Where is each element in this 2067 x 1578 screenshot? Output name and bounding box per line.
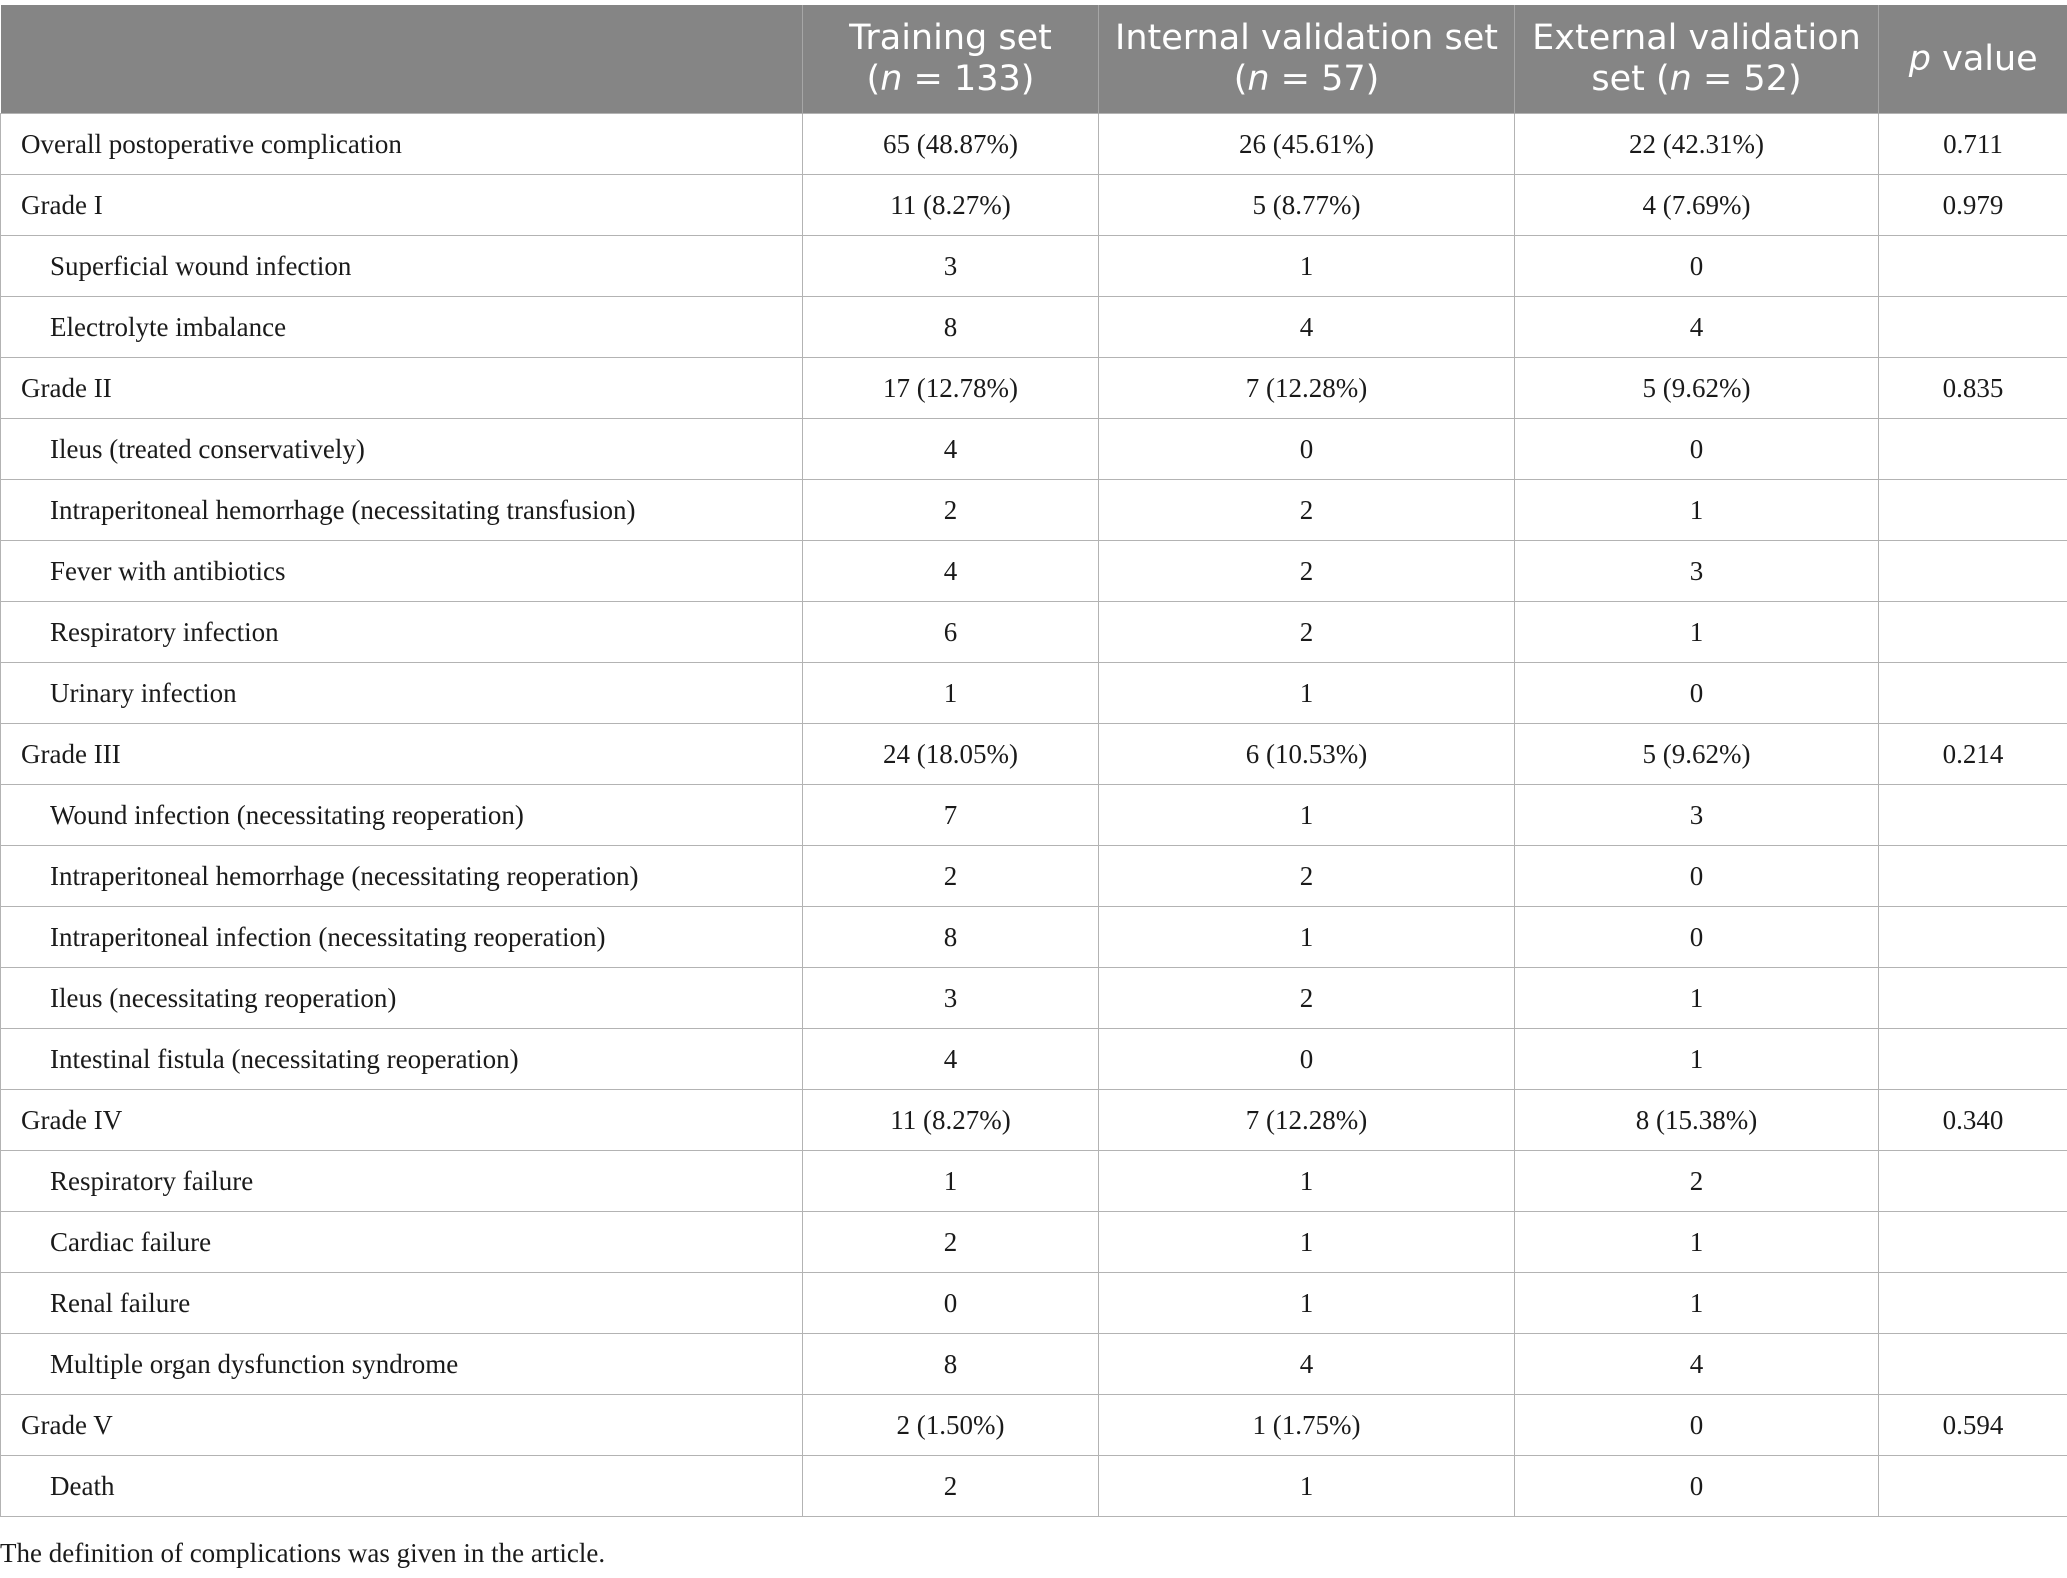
table-row — [1, 1273, 2067, 1334]
cell-internal-validation-set: 2 — [1099, 541, 1515, 602]
cell-training-set: 8 — [803, 297, 1099, 358]
row-label: Ileus (necessitating reoperation) — [1, 968, 803, 1029]
row-label: Fever with antibiotics — [1, 541, 803, 602]
table-row — [1, 968, 2067, 1029]
cell-internal-validation-set: 1 — [1099, 236, 1515, 297]
row-label: Electrolyte imbalance — [1, 297, 803, 358]
header-p-value — [1879, 5, 2067, 114]
table-row — [1, 907, 2067, 968]
cell-internal-validation-set: 6 (10.53%) — [1099, 724, 1515, 785]
row-label: Intestinal fistula (necessitating reoperation) — [1, 1029, 803, 1090]
cell-external-validation-set: 1 — [1515, 480, 1879, 541]
cell-training-set: 1 — [803, 1151, 1099, 1212]
cell-internal-validation-set: 2 — [1099, 480, 1515, 541]
table-row — [1, 602, 2067, 663]
cell-p-value: 0.214 — [1879, 724, 2067, 785]
table-row — [1, 297, 2067, 358]
cell-external-validation-set: 1 — [1515, 1029, 1879, 1090]
cell-external-validation-set: 0 — [1515, 419, 1879, 480]
header-internal-n-var: n — [1247, 59, 1270, 99]
table-row — [1, 175, 2067, 236]
table-row — [1, 236, 2067, 297]
cell-p-value — [1879, 968, 2067, 1029]
cell-p-value — [1879, 907, 2067, 968]
table-body — [1, 114, 2067, 1517]
cell-training-set: 2 — [803, 480, 1099, 541]
header-external-validation-set — [1515, 5, 1879, 114]
cell-p-value: 0.979 — [1879, 175, 2067, 236]
table-row — [1, 419, 2067, 480]
cell-p-value — [1879, 1273, 2067, 1334]
header-training-n-var: n — [880, 59, 903, 99]
cell-external-validation-set: 1 — [1515, 602, 1879, 663]
cell-training-set: 2 — [803, 846, 1099, 907]
table-row — [1, 846, 2067, 907]
cell-internal-validation-set: 0 — [1099, 419, 1515, 480]
cell-external-validation-set: 0 — [1515, 907, 1879, 968]
table-row — [1, 1090, 2067, 1151]
table-row — [1, 724, 2067, 785]
cell-internal-validation-set: 1 — [1099, 1273, 1515, 1334]
cell-external-validation-set: 2 — [1515, 1151, 1879, 1212]
cell-internal-validation-set: 26 (45.61%) — [1099, 114, 1515, 175]
cell-internal-validation-set: 2 — [1099, 846, 1515, 907]
row-label: Intraperitoneal hemorrhage (necessitating reoperation) — [1, 846, 803, 907]
header-p-post: value — [1930, 38, 2038, 79]
header-external-label-line1: External validation — [1532, 18, 1861, 58]
cell-p-value — [1879, 1456, 2067, 1517]
cell-training-set: 11 (8.27%) — [803, 1090, 1099, 1151]
cell-internal-validation-set: 7 (12.28%) — [1099, 1090, 1515, 1151]
cell-internal-validation-set: 4 — [1099, 297, 1515, 358]
table-header — [1, 5, 2067, 114]
cell-external-validation-set: 1 — [1515, 1273, 1879, 1334]
complications-table — [0, 5, 2067, 1517]
cell-training-set: 17 (12.78%) — [803, 358, 1099, 419]
cell-external-validation-set: 0 — [1515, 1456, 1879, 1517]
header-internal-n-post: = 57) — [1269, 59, 1380, 99]
header-row — [1, 5, 2067, 114]
table-footnote: The definition of complications was given in the article. — [0, 1538, 606, 1568]
header-training-label: Training set — [849, 18, 1052, 58]
cell-training-set: 24 (18.05%) — [803, 724, 1099, 785]
cell-external-validation-set: 3 — [1515, 541, 1879, 602]
table-row — [1, 663, 2067, 724]
cell-internal-validation-set: 1 — [1099, 907, 1515, 968]
cell-training-set: 2 — [803, 1456, 1099, 1517]
cell-training-set: 4 — [803, 541, 1099, 602]
cell-internal-validation-set: 5 (8.77%) — [1099, 175, 1515, 236]
cell-internal-validation-set: 0 — [1099, 1029, 1515, 1090]
cell-training-set: 6 — [803, 602, 1099, 663]
row-label: Respiratory infection — [1, 602, 803, 663]
row-label: Urinary infection — [1, 663, 803, 724]
cell-internal-validation-set: 2 — [1099, 602, 1515, 663]
row-label: Overall postoperative complication — [1, 114, 803, 175]
header-external-label-line2: set ( — [1591, 59, 1670, 99]
cell-p-value — [1879, 785, 2067, 846]
cell-p-value — [1879, 297, 2067, 358]
header-category — [1, 5, 803, 114]
cell-internal-validation-set: 1 — [1099, 1151, 1515, 1212]
cell-training-set: 3 — [803, 968, 1099, 1029]
row-label: Wound infection (necessitating reoperation) — [1, 785, 803, 846]
cell-external-validation-set: 1 — [1515, 968, 1879, 1029]
cell-internal-validation-set: 1 — [1099, 785, 1515, 846]
row-label: Intraperitoneal infection (necessitating reoperation) — [1, 907, 803, 968]
cell-external-validation-set: 4 — [1515, 1334, 1879, 1395]
row-label: Ileus (treated conservatively) — [1, 419, 803, 480]
cell-training-set: 7 — [803, 785, 1099, 846]
row-label: Death — [1, 1456, 803, 1517]
cell-internal-validation-set: 1 (1.75%) — [1099, 1395, 1515, 1456]
row-label: Respiratory failure — [1, 1151, 803, 1212]
cell-training-set: 2 — [803, 1212, 1099, 1273]
cell-training-set: 1 — [803, 663, 1099, 724]
row-label: Grade IV — [1, 1090, 803, 1151]
table-row — [1, 1395, 2067, 1456]
cell-external-validation-set: 5 (9.62%) — [1515, 358, 1879, 419]
cell-external-validation-set: 1 — [1515, 1212, 1879, 1273]
cell-p-value — [1879, 1212, 2067, 1273]
cell-internal-validation-set: 4 — [1099, 1334, 1515, 1395]
header-p-var: p — [1908, 38, 1931, 79]
cell-p-value — [1879, 1151, 2067, 1212]
table-row — [1, 358, 2067, 419]
row-label: Grade III — [1, 724, 803, 785]
cell-p-value — [1879, 846, 2067, 907]
cell-p-value — [1879, 541, 2067, 602]
cell-external-validation-set: 8 (15.38%) — [1515, 1090, 1879, 1151]
row-label: Superficial wound infection — [1, 236, 803, 297]
table-row — [1, 1151, 2067, 1212]
cell-external-validation-set: 5 (9.62%) — [1515, 724, 1879, 785]
cell-p-value — [1879, 663, 2067, 724]
cell-training-set: 4 — [803, 1029, 1099, 1090]
table-row — [1, 1212, 2067, 1273]
cell-p-value: 0.711 — [1879, 114, 2067, 175]
cell-p-value: 0.340 — [1879, 1090, 2067, 1151]
cell-p-value: 0.594 — [1879, 1395, 2067, 1456]
cell-p-value — [1879, 1029, 2067, 1090]
table-row — [1, 785, 2067, 846]
row-label: Renal failure — [1, 1273, 803, 1334]
complications-table-container — [0, 5, 2067, 1517]
header-external-n-post: = 52) — [1691, 59, 1802, 99]
cell-p-value — [1879, 419, 2067, 480]
row-label: Cardiac failure — [1, 1212, 803, 1273]
cell-p-value: 0.835 — [1879, 358, 2067, 419]
row-label: Multiple organ dysfunction syndrome — [1, 1334, 803, 1395]
cell-external-validation-set: 4 — [1515, 297, 1879, 358]
table-row — [1, 114, 2067, 175]
header-training-n-pre: ( — [866, 59, 881, 99]
cell-external-validation-set: 0 — [1515, 846, 1879, 907]
header-external-n-var: n — [1669, 59, 1692, 99]
cell-training-set: 8 — [803, 1334, 1099, 1395]
table-row — [1, 1334, 2067, 1395]
cell-external-validation-set: 0 — [1515, 236, 1879, 297]
row-label: Grade I — [1, 175, 803, 236]
cell-internal-validation-set: 1 — [1099, 1456, 1515, 1517]
cell-external-validation-set: 0 — [1515, 1395, 1879, 1456]
cell-training-set: 65 (48.87%) — [803, 114, 1099, 175]
table-row — [1, 541, 2067, 602]
cell-p-value — [1879, 1334, 2067, 1395]
row-label: Intraperitoneal hemorrhage (necessitating transfusion) — [1, 480, 803, 541]
cell-training-set: 3 — [803, 236, 1099, 297]
cell-training-set: 11 (8.27%) — [803, 175, 1099, 236]
table-row — [1, 480, 2067, 541]
cell-external-validation-set: 4 (7.69%) — [1515, 175, 1879, 236]
row-label: Grade II — [1, 358, 803, 419]
table-row — [1, 1029, 2067, 1090]
cell-internal-validation-set: 1 — [1099, 1212, 1515, 1273]
cell-p-value — [1879, 602, 2067, 663]
cell-training-set: 2 (1.50%) — [803, 1395, 1099, 1456]
cell-internal-validation-set: 7 (12.28%) — [1099, 358, 1515, 419]
cell-internal-validation-set: 1 — [1099, 663, 1515, 724]
cell-internal-validation-set: 2 — [1099, 968, 1515, 1029]
cell-p-value — [1879, 236, 2067, 297]
cell-external-validation-set: 0 — [1515, 663, 1879, 724]
table-row — [1, 1456, 2067, 1517]
row-label: Grade V — [1, 1395, 803, 1456]
header-training-set — [803, 5, 1099, 114]
cell-p-value — [1879, 480, 2067, 541]
cell-external-validation-set: 3 — [1515, 785, 1879, 846]
cell-training-set: 0 — [803, 1273, 1099, 1334]
header-internal-validation-set — [1099, 5, 1515, 114]
cell-training-set: 8 — [803, 907, 1099, 968]
header-training-n-post: = 133) — [902, 59, 1035, 99]
header-internal-n-pre: ( — [1233, 59, 1248, 99]
cell-external-validation-set: 22 (42.31%) — [1515, 114, 1879, 175]
header-internal-label: Internal validation set — [1115, 18, 1498, 58]
cell-training-set: 4 — [803, 419, 1099, 480]
